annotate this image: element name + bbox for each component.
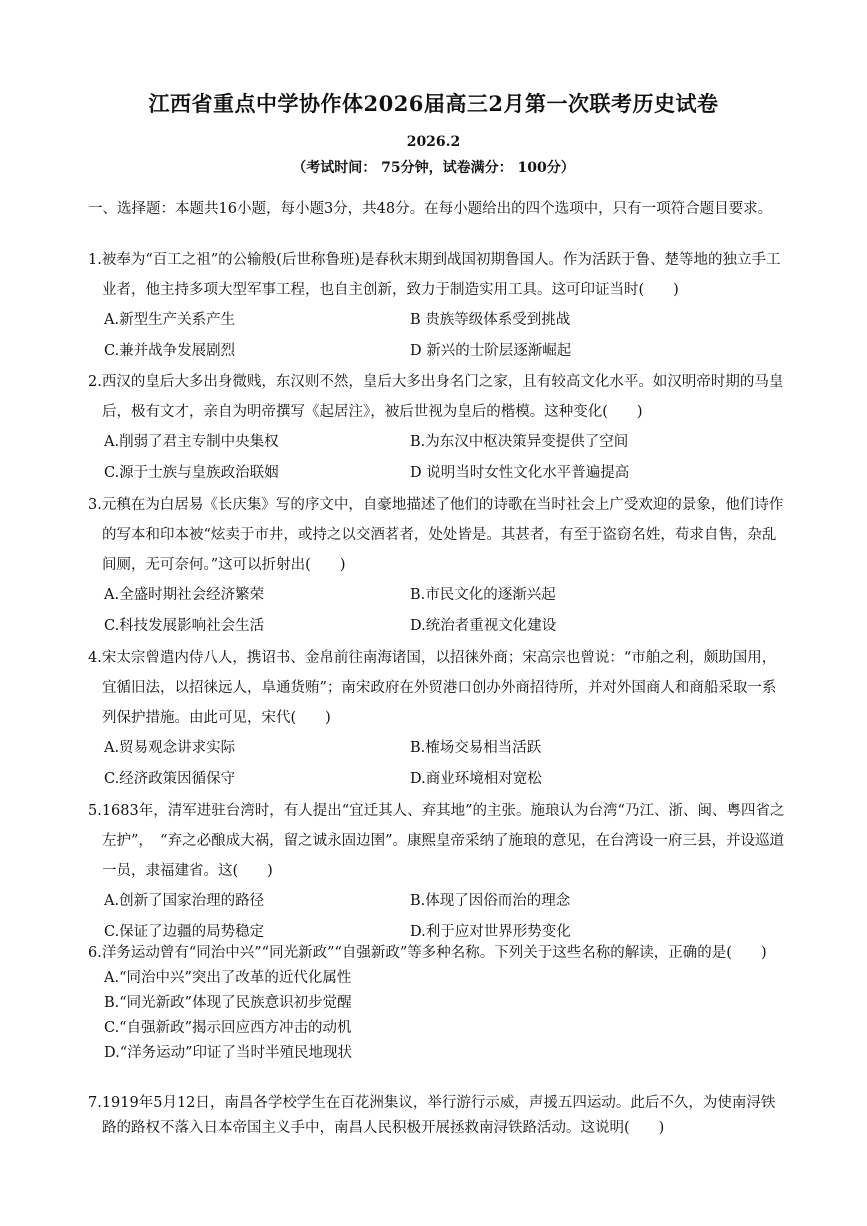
question-5 — [88, 796, 788, 948]
option-a[interactable]: A.“同治中兴”突出了改革的近代化属性 — [104, 970, 352, 986]
option-b[interactable]: B.为东汉中枢决策异变提供了空间 — [410, 434, 629, 450]
question-6 — [88, 941, 788, 1066]
question-stem: 3.元稹在为白居易《长庆集》写的序文中，自豪地描述了他们的诗歌在当时社会上广受欢迎的景象，他们诗作的写本和印本被“炫卖于市井，或持之以交酒茗者，处处皆是。其甚者，有至于盗窃名姓，苟求自售，杂乱间厕，无可奈何。”这可以折射出( ) — [88, 497, 784, 573]
option-d[interactable]: D.利于应对世界形势变化 — [410, 924, 571, 940]
option-a[interactable]: A.创新了国家治理的路径 — [104, 893, 265, 909]
option-c[interactable]: C.兼并战争发展剧烈 — [104, 343, 236, 359]
options-grid — [88, 733, 788, 795]
option-a[interactable]: A.全盛时期社会经济繁荣 — [104, 587, 265, 603]
question-stem: 2.西汉的皇后大多出身微贱，东汉则不然，皇后大多出身名门之家，且有较高文化水平。如汉明帝时期的马皇后，极有文才，亲自为明帝撰写《起居注》，被后世视为皇后的楷模。这种变化( ) — [88, 374, 784, 420]
page-title: 江西省重点中学协作体2026届高三2月第一次联考历史试卷 — [148, 91, 719, 116]
question-stem: 1.被奉为“百工之祖”的公输般(后世称鲁班)是春秋末期到战国初期鲁国人。作为活跃于鲁、楚等地的独立手工业者，他主持多项大型军事工程，也自主创新，致力于制造实用工具。这可印证当时( ) — [88, 252, 781, 298]
question-3 — [88, 490, 788, 642]
question-2 — [88, 367, 788, 489]
options-grid — [88, 886, 788, 948]
option-a[interactable]: A.削弱了君主专制中央集权 — [104, 434, 279, 450]
exam-info: （考试时间： 75分钟，试卷满分： 100分） — [292, 160, 575, 176]
question-stem: 4.宋太宗曾遣内侍八人，携诏书、金帛前往南海诸国，以招徕外商；宋高宗也曾说：“市舶之利，颇助国用，宜循旧法，以招徕远人，阜通货贿”；南宋政府在外贸港口创办外商招待所，并对外国商人和商船采取一系列保护措施。由此可见，宋代( ) — [88, 650, 777, 726]
option-b[interactable]: B.市民文化的逐渐兴起 — [410, 587, 556, 603]
option-c[interactable]: C.科技发展影响社会生活 — [104, 618, 265, 634]
option-c[interactable]: C.经济政策因循保守 — [104, 771, 236, 787]
option-c[interactable]: C.保证了边疆的局势稳定 — [104, 924, 265, 940]
options-grid — [88, 427, 788, 489]
option-d[interactable]: D 新兴的士阶层逐渐崛起 — [410, 343, 572, 359]
question-7 — [88, 1091, 788, 1141]
option-d[interactable]: D.“洋务运动”印证了当时半殖民地现状 — [104, 1045, 353, 1061]
option-b[interactable]: B.榷场交易相当活跃 — [410, 740, 542, 756]
option-d[interactable]: D 说明当时女性文化水平普遍提高 — [410, 465, 630, 481]
option-b[interactable]: B 贵族等级体系受到挑战 — [410, 312, 571, 328]
exam-date: 2026.2 — [406, 134, 461, 150]
section-instructions: 一、选择题：本题共16小题，每小题3分，共48分。在每小题给出的四个选项中，只有一项符合题目要求。 — [88, 201, 773, 217]
options-list — [88, 966, 788, 1066]
question-1 — [88, 245, 788, 367]
option-d[interactable]: D.商业环境相对宽松 — [410, 771, 542, 787]
options-grid — [88, 580, 788, 642]
question-stem: 6.洋务运动曾有“同治中兴”“同光新政”“自强新政”等多种名称。下列关于这些名称的解读，正确的是( ) — [88, 945, 767, 961]
option-a[interactable]: A.新型生产关系产生 — [104, 312, 236, 328]
option-d[interactable]: D.统治者重视文化建设 — [410, 618, 557, 634]
option-a[interactable]: A.贸易观念讲求实际 — [104, 740, 236, 756]
question-stem: 7.1919年5月12日，南昌各学校学生在百花洲集议，举行游行示威，声援五四运动。此后不久，为使南浔铁路的路权不落入日本帝国主义手中，南昌人民积极开展拯救南浔铁路活动。这说明( ) — [88, 1095, 776, 1136]
question-stem: 5.1683年，清军进驻台湾时，有人提出“宜迁其人、弃其地”的主张。施琅认为台湾“乃江、浙、闽、粤四省之左护”， “弃之必酿成大祸，留之诚永固边圉”。康熙皇帝采纳了施琅的意见，在台湾设一府三县，并设巡道一员，隶福建省。这( ) — [88, 803, 785, 879]
options-grid — [88, 305, 788, 367]
option-b[interactable]: B.“同光新政”体现了民族意识初步觉醒 — [104, 995, 352, 1011]
question-4 — [88, 643, 788, 795]
option-b[interactable]: B.体现了因俗而治的理念 — [410, 893, 571, 909]
option-c[interactable]: C.源于士族与皇族政治联姻 — [104, 465, 279, 481]
option-c[interactable]: C.“自强新政”揭示回应西方冲击的动机 — [104, 1020, 352, 1036]
